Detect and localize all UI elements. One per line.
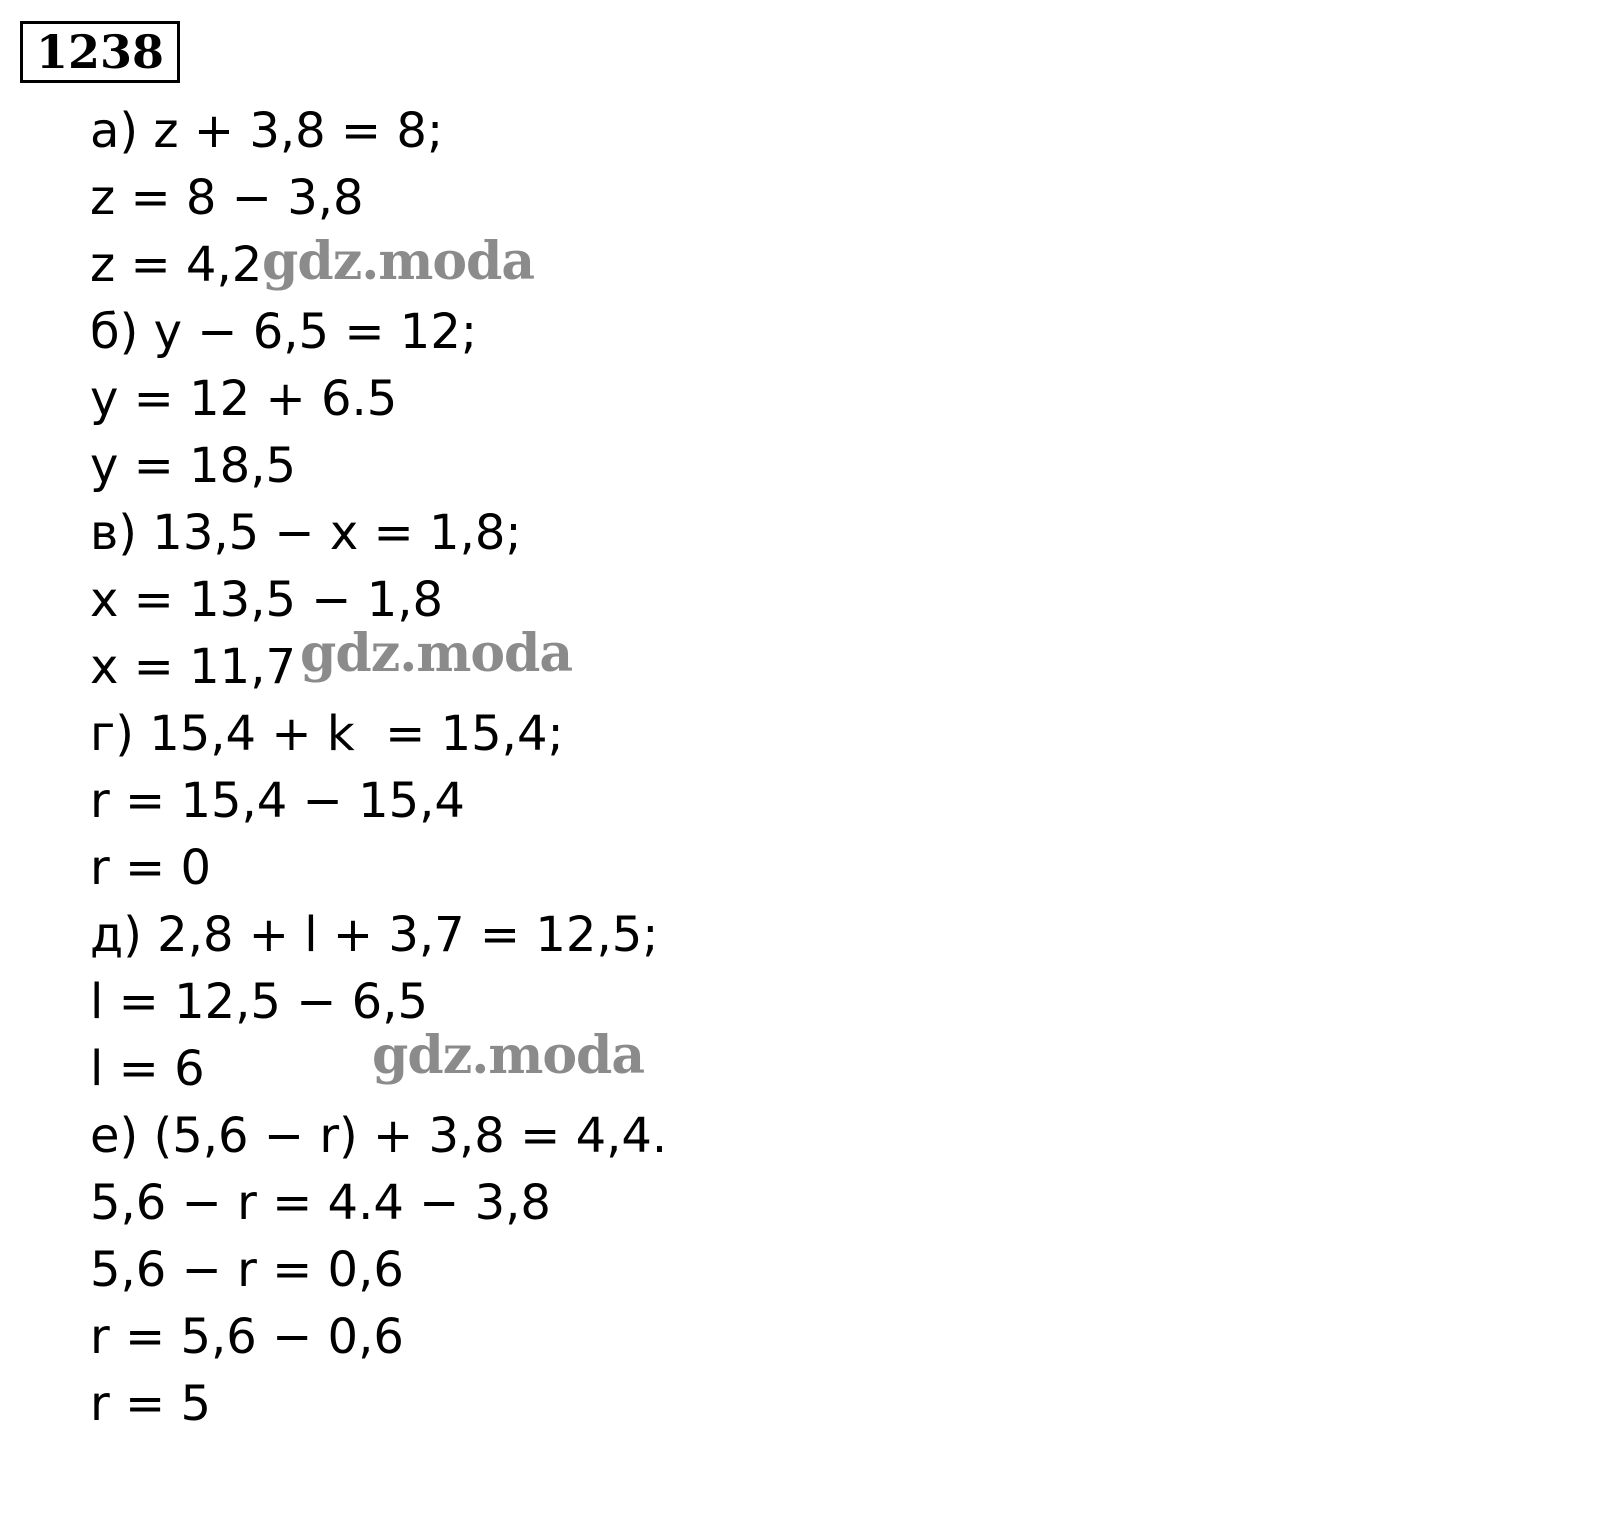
solution-line: y = 18,5: [90, 438, 297, 494]
solution-line: а) z + 3,8 = 8;: [90, 103, 444, 159]
solution-line: в) 13,5 − x = 1,8;: [90, 505, 522, 561]
solution-line: r = 5,6 − 0,6: [90, 1309, 404, 1365]
solution-lines: [90, 98, 667, 1438]
solution-line: r = 0: [90, 840, 212, 896]
solution-line: д) 2,8 + l + 3,7 = 12,5;: [90, 907, 659, 963]
solution-line: z = 4,2: [90, 237, 263, 293]
solution-line: r = 5: [90, 1376, 212, 1432]
problem-number-box: 1238: [20, 21, 180, 83]
solution-line: x = 11,7: [90, 639, 297, 695]
solution-line: г) 15,4 + k = 15,4;: [90, 706, 564, 762]
solution-line: б) y − 6,5 = 12;: [90, 304, 478, 360]
solution-line: 5,6 − r = 0,6: [90, 1242, 404, 1298]
solution-line: 5,6 − r = 4.4 − 3,8: [90, 1175, 551, 1231]
watermark: gdz.moda: [262, 231, 535, 292]
solution-line: x = 13,5 − 1,8: [90, 572, 444, 628]
watermark: gdz.moda: [372, 1025, 645, 1086]
solution-line: y = 12 + 6.5: [90, 371, 398, 427]
solution-line: l = 12,5 − 6,5: [90, 974, 429, 1030]
watermark: gdz.moda: [300, 623, 573, 684]
solution-line: l = 6: [90, 1041, 205, 1097]
solution-line: r = 15,4 − 15,4: [90, 773, 465, 829]
solution-line: z = 8 − 3,8: [90, 170, 364, 226]
solution-line: е) (5,6 − r) + 3,8 = 4,4.: [90, 1108, 668, 1164]
